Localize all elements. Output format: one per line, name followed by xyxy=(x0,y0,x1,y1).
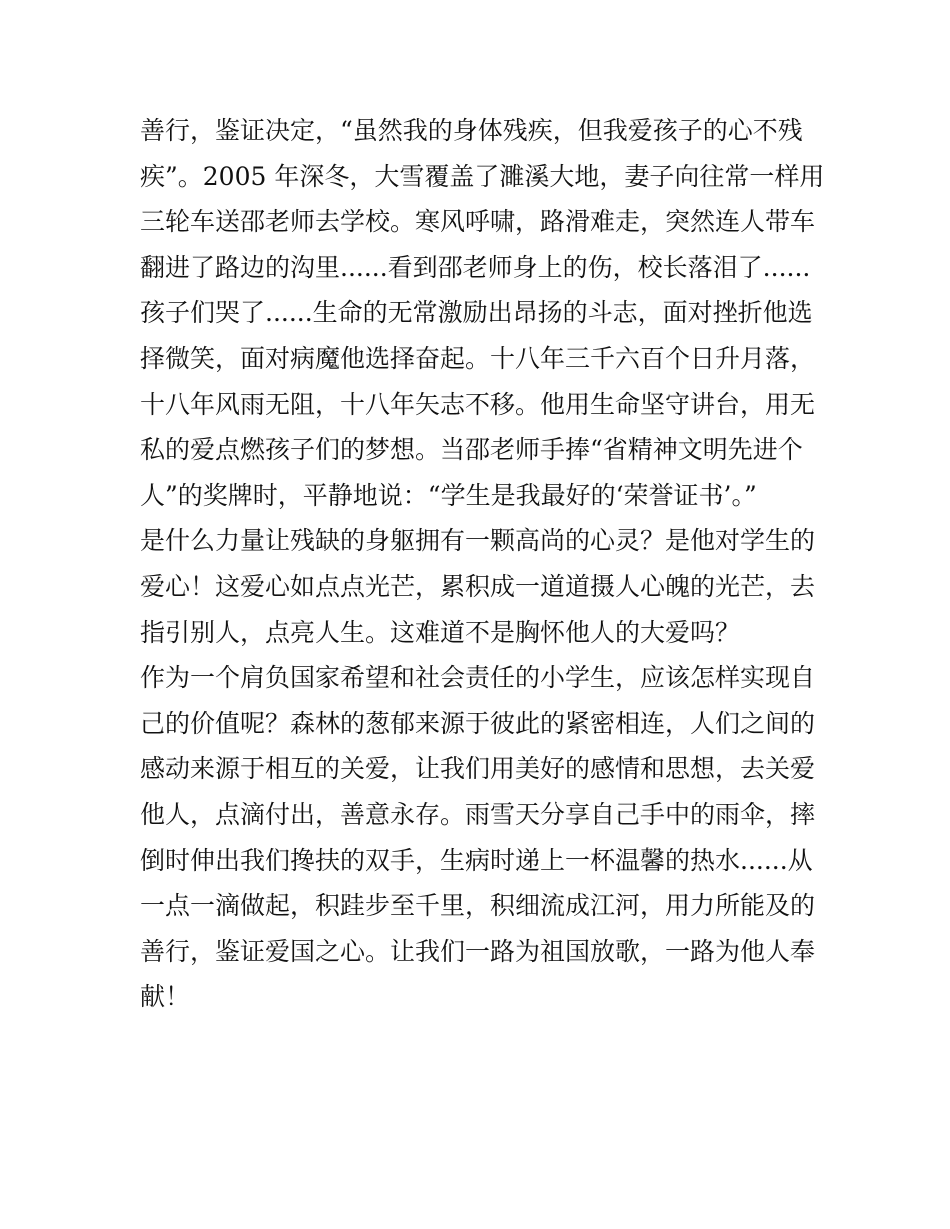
text-line: 一点一滴做起，积跬步至千里，积细流成江河，用力所能及的 xyxy=(140,891,816,921)
text-line: 善行，鉴证决定，“虽然我的身体残疾，但我爱孩子的心不残 xyxy=(140,116,803,145)
text-line: 爱心！这爱心如点点光芒，累积成一道道摄人心魄的光芒，去 xyxy=(140,571,816,601)
text-line: 献！ xyxy=(140,982,191,1012)
text-line: 感动来源于相互的关爱，让我们用美好的感情和思想，去关爱 xyxy=(140,754,816,784)
text-line: 指引别人，点亮人生。这难道不是胸怀他人的大爱吗？ xyxy=(140,617,741,647)
text-line: 他人，点滴付出，善意永存。雨雪天分享自己手中的雨伞，摔 xyxy=(140,799,816,829)
text-line: 作为一个肩负国家希望和社会责任的小学生，应该怎样实现自 xyxy=(140,663,816,693)
text-line: 倒时伸出我们搀扶的双手，生病时递上一杯温馨的热水......从 xyxy=(140,845,813,875)
text-line: 人”的奖牌时，平静地说：“学生是我最好的‘荣誉证书’。” xyxy=(140,480,757,510)
text-line: 择微笑，面对病魔他选择奋起。十八年三千六百个日升月落， xyxy=(140,343,816,373)
text-line: 十八年风雨无阻，十八年矢志不移。他用生命坚守讲台，用无 xyxy=(140,389,816,419)
text-line: 疾”。2005 年深冬，大雪覆盖了濉溪大地，妻子向往常一样用 xyxy=(140,161,825,191)
text-line: 翻进了路边的沟里......看到邵老师身上的伤，校长落泪了...... xyxy=(140,252,811,282)
text-line: 孩子们哭了......生命的无常激励出昂扬的斗志，面对挫折他选 xyxy=(140,298,813,328)
text-line: 三轮车送邵老师去学校。寒风呼啸，路滑难走，突然连人带车 xyxy=(140,207,816,237)
body-text xyxy=(140,108,825,1020)
text-line: 是什么力量让残缺的身躯拥有一颗高尚的心灵？是他对学生的 xyxy=(140,526,816,556)
text-line: 己的价值呢？森林的葱郁来源于彼此的紧密相连，人们之间的 xyxy=(140,708,816,738)
text-line: 私的爱点燃孩子们的梦想。当邵老师手捧“省精神文明先进个 xyxy=(140,435,803,465)
text-line: 善行，鉴证爱国之心。让我们一路为祖国放歌，一路为他人奉 xyxy=(140,936,816,966)
